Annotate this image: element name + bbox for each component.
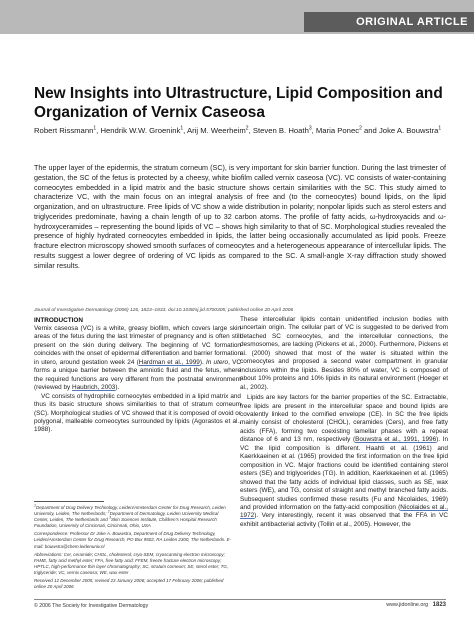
copyright: © 2006 The Society for Investigative Dermatology: [34, 603, 149, 609]
intro-paragraph-2: VC consists of hydrophilic corneocytes embedded in a lipid matrix and thus its basic structure shows similarities to that of stratum corneum (SC). Morphological studies of VC showed that it is composed of ovoid or polygonal, malleable corneocytes surrounded by lipids (Agorastos et al., 1988).: [34, 392, 241, 434]
footer-rule: [34, 599, 446, 600]
body-paragraph-2: [240, 394, 448, 529]
section-label: ORIGINAL ARTICLE: [356, 16, 468, 28]
footnote-rule: [34, 501, 104, 502]
journal-reference: Journal of Investigative Dermatology (2006) 126, 1823–1833. doi:10.1038/sj.jid.5700305; published online 20 April 2006: [34, 308, 294, 313]
author-affiliation-mark: 1: [438, 125, 442, 132]
intro-text: ).: [199, 358, 206, 366]
right-column: [240, 316, 448, 529]
page-number: 1823: [432, 602, 446, 608]
citation-link[interactable]: Nicolaides et al., 1972: [240, 503, 448, 520]
journal-url[interactable]: www.jidonline.org: [386, 602, 429, 608]
author-name: Maria Ponec: [315, 126, 360, 135]
left-column: [34, 316, 241, 435]
author-name: Hendrik W.W. Groenink: [100, 126, 181, 135]
author-name: Joke A. Bouwstra: [378, 126, 439, 135]
article-title: New Insights into Ultrastructure, Lipid Composition and Organization of Vernix Caseosa: [34, 85, 443, 121]
intro-paragraph-1: [34, 325, 241, 393]
correspondence: Correspondence: Professor Dr Joke A. Bouwstra, Department of Drug Delivery Technology, Leiden/Amsterdam Center for Drug Research, PO Box 9502, RA Leiden 2300, The Netherlands. E-mail: bouwstra@chem.leidenuniv.nl: [34, 531, 232, 549]
author-affiliation-mark: 2: [359, 125, 362, 132]
footnotes: [34, 505, 234, 592]
author-affiliation-mark: 1: [93, 125, 97, 132]
author-affiliation-mark: 3: [308, 125, 312, 132]
author-name: Robert Rissmann: [34, 126, 94, 135]
affiliations: $^1$Department of Drug Delivery Technology, Leiden/Amsterdam Center for Drug Research, Leiden University, Leiden, The Netherlands; $^2$Department of Dermatology, Leiden University Medical Center, Leiden, The Netherlands and $^3$Skin Sciences Institute, Children’s Hospital Research Foundation, University of Cincinnati, Cincinnati, Ohio, USA: [34, 503, 226, 529]
section-tab: [304, 12, 474, 32]
body-text: ). In VC the lipid composition is different. Haahti et al. (1961) and Kaerkkaeinen et al. (1965) provided the first information on the free lipid composition in VC. Major fractions could be identified containing sterol esters (SE) and triglycerides (TG). In addition, Kaerkkaeinen et al. (1965) showed that the fatty acids of individual lipid classes, such as SE, wax esters (WE), and TG, consist of straight and methyl branched fatty acids. Subsequent studies confirmed these results (Fu and Nicolaides, 1969) and provided information on the fatty-acid composition (: [240, 436, 448, 511]
author-name: Arij M. Weerheim: [186, 126, 246, 135]
author-affiliation-mark: 2: [245, 125, 249, 132]
author-affiliation-mark: 1: [180, 125, 184, 132]
abbreviations: Abbreviations: Cer, ceramide; CHOL, cholesterol; cryo-SEM, cryoscanning electron microscopy; FAME, fatty acid methyl ester; FFA, free fatty acid; FFEM, freeze fracture electron microscopy; HPTLC, high-performance thin layer chromatography; SC, stratum corneum; SE, sterol ester; TG, triglyceride; VC, vernix caseosa; WE, wax ester: [34, 551, 229, 575]
body-text: Lipids are key factors for the barrier properties of the SC. Extractable, free lipids are present in the intercellular space and bound lipids are covalently linked to the cornified envelope (CE). In SC the free lipids mainly consist of cholesterol (CHOL), ceramides (Cers), and free fatty acids (FFA), forming two coexisting lamellar phases with a repeat distance of 6 and 13 nm, respectively (: [240, 394, 448, 444]
citation-link[interactable]: Hardman et al., 1999: [138, 358, 200, 366]
abstract: The upper layer of the epidermis, the stratum corneum (SC), is very important for skin barrier function. During the last trimester of gestation, the SC of the fetus is protected by a cheesy, white biofilm called vernix caseosa (VC). VC consists of water-containing corneocytes embedded in a lipid matrix and the basic structure shows certain similarities with the SC. This study aimed to characterize VC, with the main focus on an integral analysis of free and (to the corneocytes) bound lipids, on the lipid organization, and on ultrastructure. Free lipids of VC show a wide distribution in polarity; nonpolar lipids such as sterol esters and triglycerides predominate, having a chain length of up to 32 carbon atoms. The profile of fatty acids, ω-hydroxyacids and ω-hydroxyceramides – representing the bound lipids of VC – shows high similarity to that of SC. Morphological studies revealed the presence of highly hydrated corneocytes embedded in lipids, the latter being occasionally accumulated as lipid pools. Freeze fracture electron microscopy showed smooth surfaces of corneocytes and a heterogeneous appearance of intercellular lipids. The results suggest a lower degree of ordering of VC lipids as compared to the SC. A small-angle X-ray diffraction study showed similar results.: [34, 163, 446, 270]
author-name: Steven B. Hoath: [252, 126, 309, 135]
author-list: Robert Rissmann$^1$, Hendrik W.W. Groenink$^1$, Arij M. Weerheim$^2$, Steven B. Hoath$^3$, Maria Ponec$^2$ and Joke A. Bouwstra$^1$: [34, 125, 442, 135]
citation-link[interactable]: Bouwstra et al., 1991, 1996: [355, 436, 437, 444]
citation-link[interactable]: Haubrich, 2003: [72, 384, 116, 392]
received-dates: Received 12 December 2005; revised 23 January 2006; accepted 17 February 2006; published online 20 April 2006: [34, 578, 224, 590]
footer-right: [386, 602, 446, 609]
introduction-heading: INTRODUCTION: [34, 317, 83, 324]
intro-text: Vernix caseosa (VC) is a white, greasy biofilm, which covers large skin areas of the fetus during the last trimester of pregnancy and is often still present on the skin during delivery. The beginning of VC formation coincides with the onset of epidermal differentiation and barrier formation in utero, around gestation week 24 (: [34, 325, 241, 366]
intro-text: , VC forms a unique barrier between the amniotic fluid and the fetus, where the required functions are very different from the postnatal environment (reviewed by: [34, 358, 242, 392]
body-text: ). Very interestingly, recent it was observed that the FFA in VC exhibit antibacterial activity (Tollin et al., 2005). However, the: [240, 512, 448, 528]
body-paragraph-1: These intercellular lipids contain unidentified inclusion bodies with uncertain origin. The cellular part of VC is suggested to be derived from detached SC corneocytes, and the intercellular connections, the desmosomes, are lacking (Pickens et al., 2000). Furthermore, Pickens et al. (2000) showed that most of the water is situated within the corneocytes and proposed a second water compartment in granular inclusions within the lipids. Besides 80% of water, VC is composed of about 10% proteins and 10% lipids in its natural environment (Hoeger et al., 2002).: [240, 316, 448, 391]
intro-text-italic: In utero: [205, 358, 229, 366]
intro-text: ).: [115, 384, 120, 392]
